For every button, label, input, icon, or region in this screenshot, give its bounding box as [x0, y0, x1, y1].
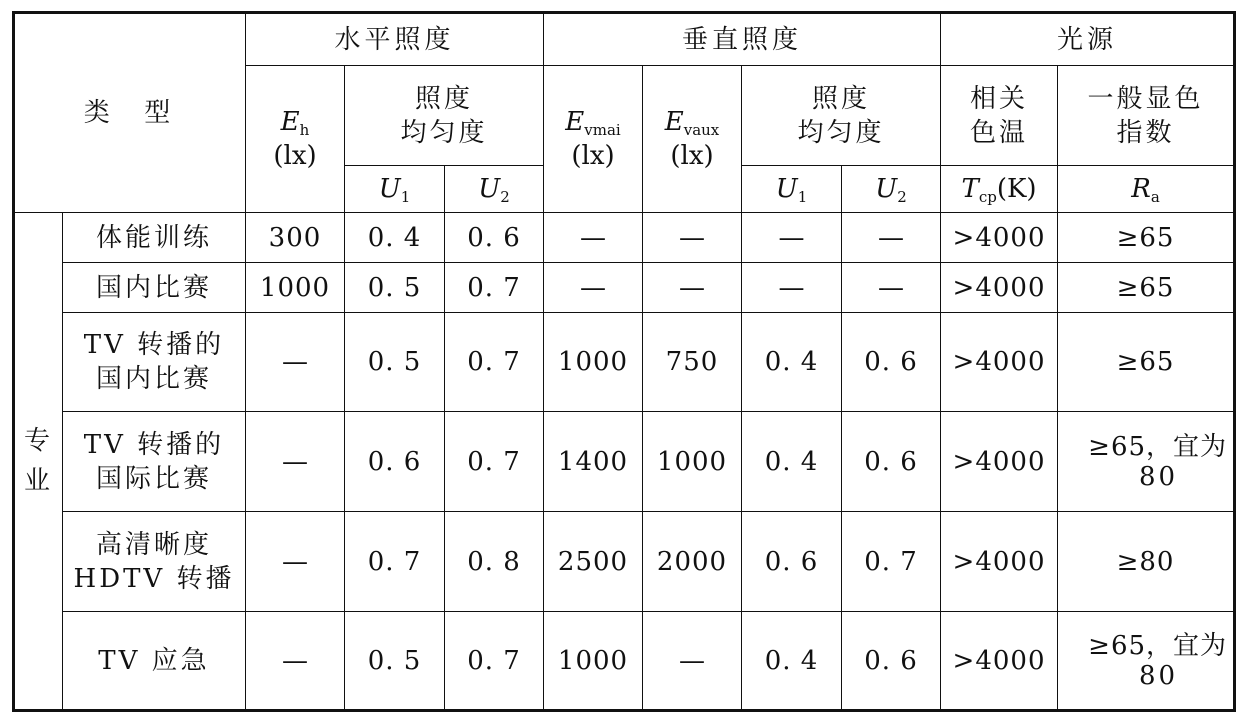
ra-header	[1058, 166, 1235, 213]
u1-header	[345, 166, 445, 213]
header-row-1	[14, 13, 1235, 66]
ra-value-line2: 80	[1138, 660, 1179, 691]
row-type-name	[63, 313, 246, 412]
tcp-value: >4000	[941, 412, 1058, 512]
u2-value: 0. 7	[445, 612, 544, 711]
u1-value: 0. 7	[345, 512, 445, 612]
ra-value: ≥65	[1058, 213, 1235, 263]
vu2-subscript: 2	[897, 188, 907, 206]
evaux-value: —	[643, 263, 742, 313]
u1-value: 0. 4	[345, 213, 445, 263]
group-label-line1: 专	[23, 426, 53, 456]
eh-unit: (lx)	[273, 141, 317, 171]
horizontal-uniformity-line2: 均匀度	[400, 117, 488, 148]
ra-value	[1058, 412, 1235, 512]
vu1-value: 0. 4	[742, 412, 842, 512]
ra-value-line1: ≥65，宜为	[1088, 431, 1228, 462]
vu1-header	[742, 166, 842, 213]
tcp-value: >4000	[941, 263, 1058, 313]
u1-value: 0. 5	[345, 612, 445, 711]
evmai-unit: (lx)	[571, 141, 615, 171]
type-header-label: 类 型	[83, 98, 177, 128]
eh-value: 1000	[246, 263, 345, 313]
table-row	[14, 512, 1235, 612]
ra-value: ≥65	[1058, 263, 1235, 313]
vu2-value: —	[842, 213, 941, 263]
ra-value: ≥80	[1058, 512, 1235, 612]
lighting-standards-table	[12, 11, 1236, 712]
evaux-symbol: E	[664, 107, 684, 137]
row-type-name-line1: TV 转播的	[83, 429, 225, 460]
evaux-value: —	[643, 612, 742, 711]
eh-subscript: h	[299, 121, 310, 139]
u2-value: 0. 7	[445, 263, 544, 313]
ra-value-line2: 80	[1138, 461, 1179, 492]
u2-symbol: U	[478, 174, 501, 204]
u1-subscript: 1	[400, 188, 411, 206]
evmai-subscript: vmai	[584, 121, 621, 139]
u1-value: 0. 5	[345, 263, 445, 313]
vu1-symbol: U	[775, 174, 798, 204]
horizontal-illuminance-header: 水平照度	[246, 13, 544, 66]
evmai-value: 1400	[544, 412, 643, 512]
vertical-illuminance-header: 垂直照度	[544, 13, 941, 66]
ra-value	[1058, 612, 1235, 711]
row-type-name: TV 应急	[63, 612, 246, 711]
vertical-uniformity-line2: 均匀度	[797, 117, 885, 148]
evaux-subscript: vaux	[683, 121, 720, 139]
u2-value: 0. 6	[445, 213, 544, 263]
table-row	[14, 412, 1235, 512]
vu1-value: —	[742, 263, 842, 313]
vu2-symbol: U	[875, 174, 898, 204]
vertical-uniformity-line1: 照度	[812, 83, 871, 114]
vu1-value: —	[742, 213, 842, 263]
row-type-name-line2: 国内比赛	[95, 364, 212, 394]
cri-line1: 一般显色	[1087, 83, 1204, 114]
vu1-value: 0. 6	[742, 512, 842, 612]
eh-value: —	[246, 512, 345, 612]
vu2-value: 0. 6	[842, 313, 941, 412]
vu1-value: 0. 4	[742, 612, 842, 711]
eh-value: 300	[246, 213, 345, 263]
u2-subscript: 2	[500, 188, 510, 206]
evaux-header-cell	[643, 66, 742, 213]
horizontal-uniformity-header	[345, 66, 544, 166]
evaux-value: 750	[643, 313, 742, 412]
evaux-value: 1000	[643, 412, 742, 512]
evmai-value: 1000	[544, 612, 643, 711]
vu2-value: 0. 6	[842, 412, 941, 512]
evaux-value: —	[643, 213, 742, 263]
tcp-header	[941, 166, 1058, 213]
horizontal-uniformity-line1: 照度	[414, 83, 473, 114]
tcp-subscript: cp	[978, 188, 997, 206]
tcp-value: >4000	[941, 313, 1058, 412]
eh-value: —	[246, 612, 345, 711]
table-row	[14, 263, 1235, 313]
u1-symbol: U	[378, 174, 401, 204]
vertical-uniformity-header	[742, 66, 941, 166]
group-label-cell	[14, 213, 63, 711]
ra-value-line1: ≥65，宜为	[1088, 630, 1228, 661]
group-label-line2: 业	[23, 466, 53, 496]
vu1-subscript: 1	[797, 188, 808, 206]
ra-symbol: R	[1131, 174, 1151, 204]
u2-value: 0. 7	[445, 412, 544, 512]
eh-header-cell	[246, 66, 345, 213]
u2-header	[445, 166, 544, 213]
vu2-value: 0. 7	[842, 512, 941, 612]
tcp-value: >4000	[941, 612, 1058, 711]
eh-value: —	[246, 412, 345, 512]
row-type-name	[63, 412, 246, 512]
evmai-value: 2500	[544, 512, 643, 612]
u2-value: 0. 7	[445, 313, 544, 412]
u1-value: 0. 5	[345, 313, 445, 412]
cct-header-cell	[941, 66, 1058, 166]
eh-value: —	[246, 313, 345, 412]
evmai-symbol: E	[565, 107, 585, 137]
vu2-header	[842, 166, 941, 213]
type-header-cell	[14, 13, 246, 213]
eh-symbol: E	[280, 107, 300, 137]
cri-line2: 指数	[1116, 117, 1175, 148]
table-row	[14, 213, 1235, 263]
tcp-value: >4000	[941, 213, 1058, 263]
evmai-value: 1000	[544, 313, 643, 412]
evmai-header-cell	[544, 66, 643, 213]
tcp-symbol: T	[961, 174, 979, 204]
evmai-value: —	[544, 263, 643, 313]
evaux-value: 2000	[643, 512, 742, 612]
row-type-name-line1: TV 转播的	[83, 330, 225, 360]
table-row	[14, 612, 1235, 711]
vu2-value: 0. 6	[842, 612, 941, 711]
row-type-name: 体能训练	[63, 213, 246, 263]
tcp-value: >4000	[941, 512, 1058, 612]
ra-value: ≥65	[1058, 313, 1235, 412]
cri-header-cell	[1058, 66, 1235, 166]
evmai-value: —	[544, 213, 643, 263]
row-type-name	[63, 512, 246, 612]
evaux-unit: (lx)	[670, 141, 714, 171]
ra-subscript: a	[1150, 188, 1160, 206]
row-type-name-line2: HDTV 转播	[73, 563, 235, 594]
u2-value: 0. 8	[445, 512, 544, 612]
vu2-value: —	[842, 263, 941, 313]
tcp-unit: (K)	[996, 174, 1037, 204]
table-row	[14, 313, 1235, 412]
u1-value: 0. 6	[345, 412, 445, 512]
cct-line1: 相关	[970, 83, 1029, 114]
light-source-header: 光源	[941, 13, 1235, 66]
vu1-value: 0. 4	[742, 313, 842, 412]
row-type-name-line2: 国际比赛	[95, 463, 212, 494]
row-type-name: 国内比赛	[63, 263, 246, 313]
cct-line2: 色温	[970, 117, 1029, 148]
row-type-name-line1: 高清晰度	[95, 529, 212, 560]
